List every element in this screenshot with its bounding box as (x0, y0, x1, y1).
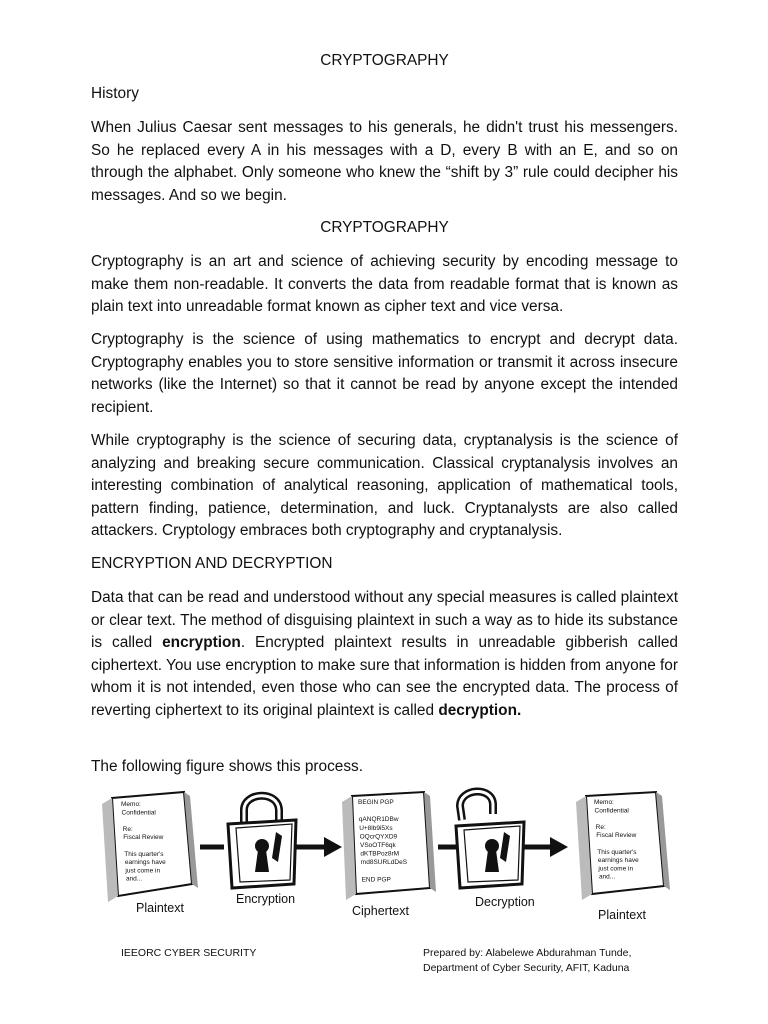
ciphertext-doc-line: md8SURLdDeS (360, 859, 408, 867)
plaintext-doc-line: Re: (122, 825, 133, 833)
enc-text-1: Data that can be read and understood without any special measures is called plaintext or clear text. The method of disguising plaintext in such a way as to hide its substance is called (91, 589, 678, 651)
plaintext-doc-right-line: earnings have (597, 857, 639, 865)
history-heading: History (91, 85, 139, 102)
ciphertext-doc-line: END PGP (361, 876, 391, 884)
page-title: CRYPTOGRAPHY (320, 52, 449, 69)
paragraph-science: Cryptography is the science of using mathematics to encrypt and decrypt data. Cryptography enables you to store sensitive information or transmit it across insecure networks (like the Internet) so that it cannot be read by anyone except the intended recipient. (91, 331, 678, 416)
plaintext-doc-right-line: just come in (598, 865, 634, 873)
ciphertext-doc-line: U+8lb9i5Xs (359, 824, 393, 832)
label-ciphertext: Ciphertext (352, 904, 409, 918)
plaintext-doc-right-line: Confidential (594, 807, 629, 815)
plaintext-doc-line: Fiscal Review (123, 834, 164, 842)
paragraph-definition: Cryptography is an art and science of achieving security by encoding message to make them non-readable. It converts the data from readable format that is known as plain text into unreadable format known as cipher text and vice versa. (91, 253, 678, 315)
footer-left: IEEORC CYBER SECURITY (121, 947, 257, 959)
plaintext-doc-right-line: and... (598, 873, 616, 881)
ciphertext-doc-line: OQcrQYXD9 (359, 833, 398, 841)
enc-bold-decryption: decryption. (438, 701, 522, 719)
closed-padlock-icon (228, 796, 296, 888)
plaintext-doc-line: earnings have (124, 859, 166, 867)
footer-right-line1: Prepared by: Alabelewe Abdurahman Tunde, (423, 947, 632, 959)
encryption-figure (88, 784, 680, 924)
history-paragraph: When Julius Caesar sent messages to his generals, he didn't trust his messengers. So he replaced every A in his messages with a D, every B with an E, and so on through the alphabet. Only someone who knew the “shift by 3” rule could decipher his messages. And so we begin. (91, 119, 678, 204)
ciphertext-doc-line: qANQR1DBw (358, 816, 399, 824)
ciphertext-doc-line: VSoOTF6qk (360, 842, 396, 849)
document-icon (576, 792, 670, 900)
plaintext-doc-right-line: Memo: (594, 799, 614, 806)
plaintext-doc-right-line: Fiscal Review (596, 832, 637, 840)
footer-right-line2: Department of Cyber Security, AFIT, Kaduna (423, 962, 630, 974)
plaintext-doc-right-line: Re: (595, 823, 606, 831)
label-plaintext-right: Plaintext (598, 908, 646, 922)
ciphertext-doc-line: BEGIN PGP (358, 799, 394, 806)
paragraph-cryptanalysis: While cryptography is the science of securing data, cryptanalysis is the science of analyzing and breaking secure communication. Classical cryptanalysis involves an interesting combination of analytical reasoning, application of mathematical tools, pattern finding, patience, determination, and luck. Cryptanalysts are also called attackers. Cryptology embraces both cryptography and cryptanalysis. (91, 432, 678, 539)
paragraph-encryption (91, 587, 678, 722)
plaintext-doc-line: just come in (125, 867, 161, 875)
enc-text-2: . Encrypted plaintext results in unreadable gibberish called ciphertext. You use encryption to make sure that information is hidden from anyone for whom it is not intended, even those who can see the encrypted data. The process of reverting ciphertext to its original plaintext is called (91, 634, 678, 719)
document-icon (102, 792, 198, 902)
label-decryption: Decryption (475, 895, 535, 909)
label-encryption: Encryption (236, 892, 296, 906)
label-plaintext-left: Plaintext (136, 901, 184, 915)
plaintext-doc-line: Memo: (121, 801, 141, 808)
plaintext-doc-line: Confidential (121, 809, 156, 817)
plaintext-doc-right-line: This quarter's (597, 848, 637, 856)
ciphertext-doc-line: dKTBPoz8rM (360, 850, 400, 858)
plaintext-doc-line: and... (125, 875, 143, 883)
arrow-head-icon (550, 837, 568, 857)
figure-intro: The following figure shows this process. (91, 758, 364, 775)
document-icon (342, 792, 436, 900)
encryption-heading: ENCRYPTION AND DECRYPTION (91, 555, 333, 572)
open-padlock-icon (456, 791, 524, 888)
enc-bold-encryption: encryption (162, 634, 241, 651)
section-title: CRYPTOGRAPHY (320, 219, 449, 236)
plaintext-doc-line: This quarter's (124, 850, 164, 858)
arrow-head-icon (324, 837, 342, 857)
